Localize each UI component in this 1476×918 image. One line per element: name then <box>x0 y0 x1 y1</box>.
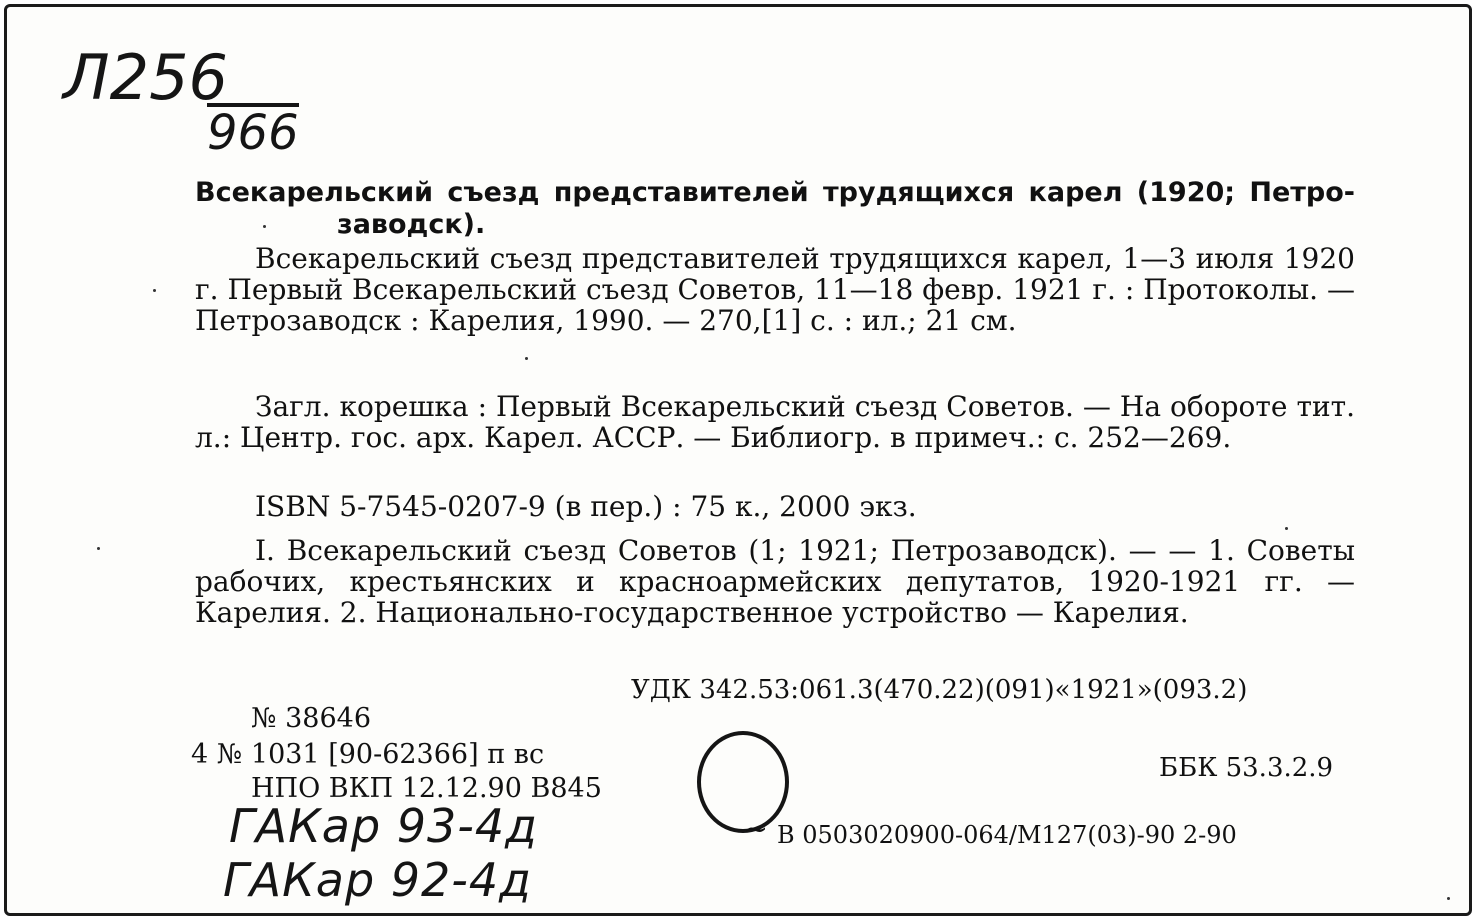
isbn: ISBN 5-7545-0207-9 (в пер.) : 75 к., 2000 экз. <box>255 490 917 523</box>
card-number: № 38646 <box>251 703 372 734</box>
speck <box>97 547 100 550</box>
speck <box>1447 897 1450 900</box>
printer-line: НПО ВКП 12.12.90 В845 <box>251 773 602 804</box>
speck <box>263 225 266 228</box>
note: Загл. корешка : Первый Всекарельский съезд Советов. — На обороте тит. л.: Центр. гос. арх. Карел. АССР. — Библиогр. в примеч.: с. 252—269. <box>195 390 1355 454</box>
order-line: 4 № 1031 [90-62366] п вс <box>191 739 545 770</box>
heading-line-2: заводск). <box>337 209 486 240</box>
bibliographic-description: Всекарельский съезд представителей трудящихся карел, 1—3 июля 1920 г. Первый Всекарельский съезд Советов, 11—18 февр. 1921 г. : Протоколы. — Петрозаводск : Карелия, 1990. — 270,[1] с. : ил.; 21 см. <box>195 242 1355 337</box>
call-number-subdivision: 966 <box>207 105 299 161</box>
speck <box>1285 527 1288 530</box>
bbk-code: ББК 53.3.2.9 <box>1159 753 1334 783</box>
speck <box>525 357 528 360</box>
catalog-card <box>4 4 1472 916</box>
subject-tracings: I. Всекарельский съезд Советов (1; 1921; Петрозаводск). — — 1. Советы рабочих, крестьянских и красноармейских депутатов, 1920-1921 гг. — Карелия. 2. Национально-государственное устройство — Карелия. <box>195 534 1355 629</box>
tilde-mark: ~ <box>743 812 769 847</box>
heading-line-1: Всекарельский съезд представителей трудящихся карел (1920; Петро- <box>195 177 1355 208</box>
handwritten-note-2: ГАКар 92-4д <box>223 853 532 907</box>
call-number: Л256 <box>63 41 228 114</box>
speck <box>153 289 156 292</box>
handwritten-note-1: ГАКар 93-4д <box>229 799 538 853</box>
code-line: В 0503020900-064/М127(03)-90 2-90 <box>777 821 1237 849</box>
udk-code: УДК 342.53:061.3(470.22)(091)«1921»(093.2) <box>631 675 1248 705</box>
